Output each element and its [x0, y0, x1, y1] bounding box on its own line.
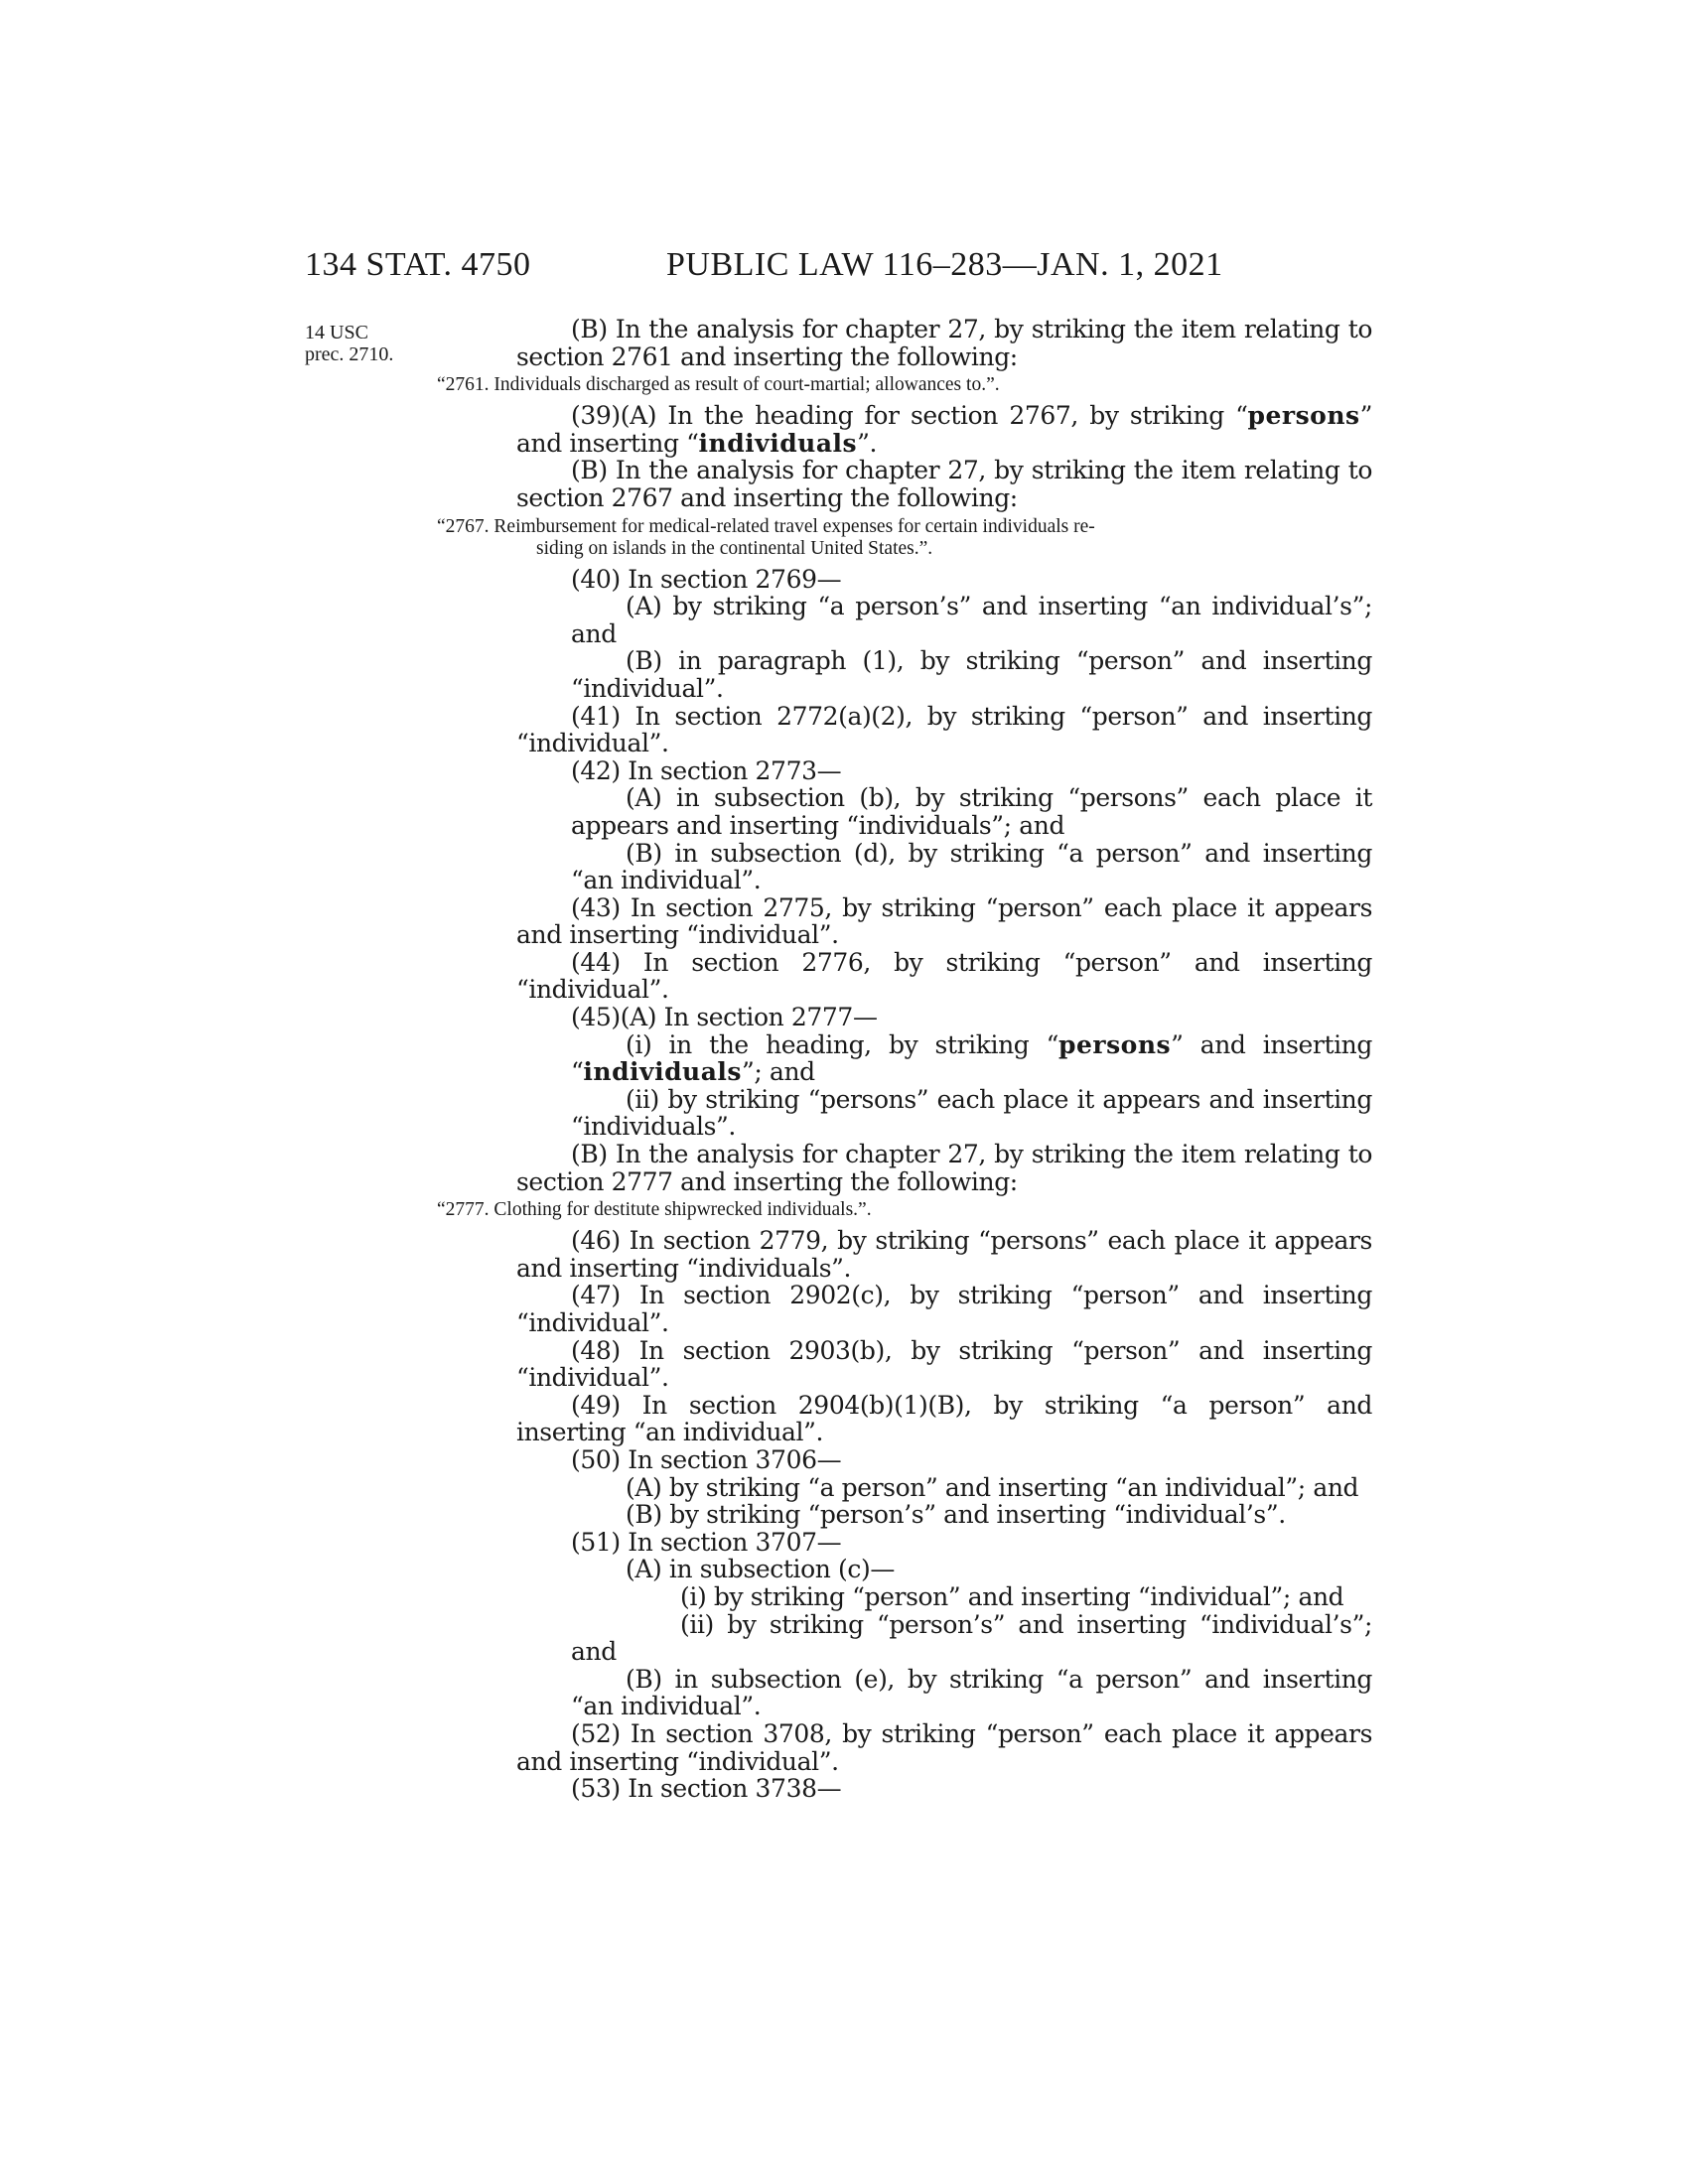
- bold-term: persons: [1058, 1029, 1172, 1059]
- stat-page-number: 134 STAT. 4750: [305, 246, 531, 283]
- paragraph: (ii) by striking “person’s” and inserting “individual’s”; and: [571, 1609, 1372, 1667]
- inserted-table-item: “2761. Individuals discharged as result of court-martial; allowances to.”.: [437, 374, 1000, 396]
- paragraph: (51) In section 3707—: [571, 1527, 842, 1557]
- paragraph: (B) by striking “person’s” and inserting “individual’s”.: [626, 1500, 1286, 1530]
- paragraph: (i) by striking “person” and inserting “individual”; and: [680, 1581, 1344, 1611]
- paragraph: (46) In section 2779, by striking “persons” each place it appears and inserting “individuals”.: [516, 1226, 1372, 1283]
- inserted-table-item: “2777. Clothing for destitute shipwrecked individuals.”.: [437, 1199, 872, 1221]
- paragraph: (47) In section 2902(c), by striking “person” and inserting “individual”.: [516, 1281, 1372, 1337]
- paragraph: (ii) by striking “persons” each place it appears and inserting “individuals”.: [571, 1084, 1372, 1142]
- paragraph: (45)(A) In section 2777—: [571, 1003, 878, 1032]
- margin-citation-line: prec. 2710.: [305, 343, 394, 365]
- paragraph: (i) in the heading, by striking “persons” and inserting “individuals”; and: [571, 1029, 1372, 1087]
- paragraph: (44) In section 2776, by striking “person” and inserting “individual”.: [516, 947, 1372, 1005]
- paragraph: (52) In section 3708, by striking “person” each place it appears and inserting “individual”.: [516, 1718, 1372, 1776]
- paragraph: (49) In section 2904(b)(1)(B), by striking “a person” and inserting “an individual”.: [516, 1390, 1372, 1447]
- margin-citation: [305, 322, 393, 365]
- paragraph: (41) In section 2772(a)(2), by striking “person” and inserting “individual”.: [516, 701, 1372, 758]
- paragraph: (40) In section 2769—: [571, 564, 842, 594]
- bold-term: individuals: [583, 1057, 742, 1087]
- margin-citation-line: 14 USC: [305, 322, 368, 343]
- paragraph: (A) by striking “a person” and inserting “an individual”; and: [626, 1472, 1359, 1502]
- running-head: PUBLIC LAW 116–283—JAN. 1, 2021: [666, 246, 1223, 283]
- page-header: [305, 246, 1372, 294]
- bold-term: individuals: [698, 428, 858, 458]
- paragraph: (B) In the analysis for chapter 27, by striking the item relating to section 2761 and inserting the following:: [516, 315, 1372, 371]
- paragraph: (B) in paragraph (1), by striking “person” and inserting “individual”.: [571, 646, 1372, 703]
- inserted-table-item: “2767. Reimbursement for medical-related travel expenses for certain individuals re- siding on islands in the continental United States.”.: [437, 515, 1095, 559]
- paragraph: (B) In the analysis for chapter 27, by striking the item relating to section 2767 and inserting the following:: [516, 456, 1372, 512]
- paragraph: (A) in subsection (c)—: [626, 1555, 895, 1584]
- paragraph: (B) in subsection (d), by striking “a person” and inserting “an individual”.: [571, 838, 1372, 895]
- paragraph: (43) In section 2775, by striking “person” each place it appears and inserting “individual”.: [516, 892, 1372, 950]
- bold-term: persons: [1247, 401, 1360, 431]
- paragraph: (B) In the analysis for chapter 27, by striking the item relating to section 2777 and inserting the following:: [516, 1140, 1372, 1196]
- paragraph: (48) In section 2903(b), by striking “person” and inserting “individual”.: [516, 1335, 1372, 1393]
- paragraph: (42) In section 2773—: [571, 755, 842, 785]
- paragraph: (53) In section 3738—: [571, 1774, 842, 1804]
- paragraph: (B) in subsection (e), by striking “a person” and inserting “an individual”.: [571, 1664, 1372, 1721]
- paragraph: (A) in subsection (b), by striking “persons” each place it appears and inserting “individuals”; and: [571, 783, 1372, 840]
- paragraph: (39)(A) In the heading for section 2767, by striking “persons” and inserting “individuals”.: [516, 401, 1372, 458]
- body-text: [437, 315, 1372, 1804]
- paragraph: (A) by striking “a person’s” and inserting “an individual’s”; and: [571, 592, 1372, 648]
- paragraph: (50) In section 3706—: [571, 1444, 842, 1474]
